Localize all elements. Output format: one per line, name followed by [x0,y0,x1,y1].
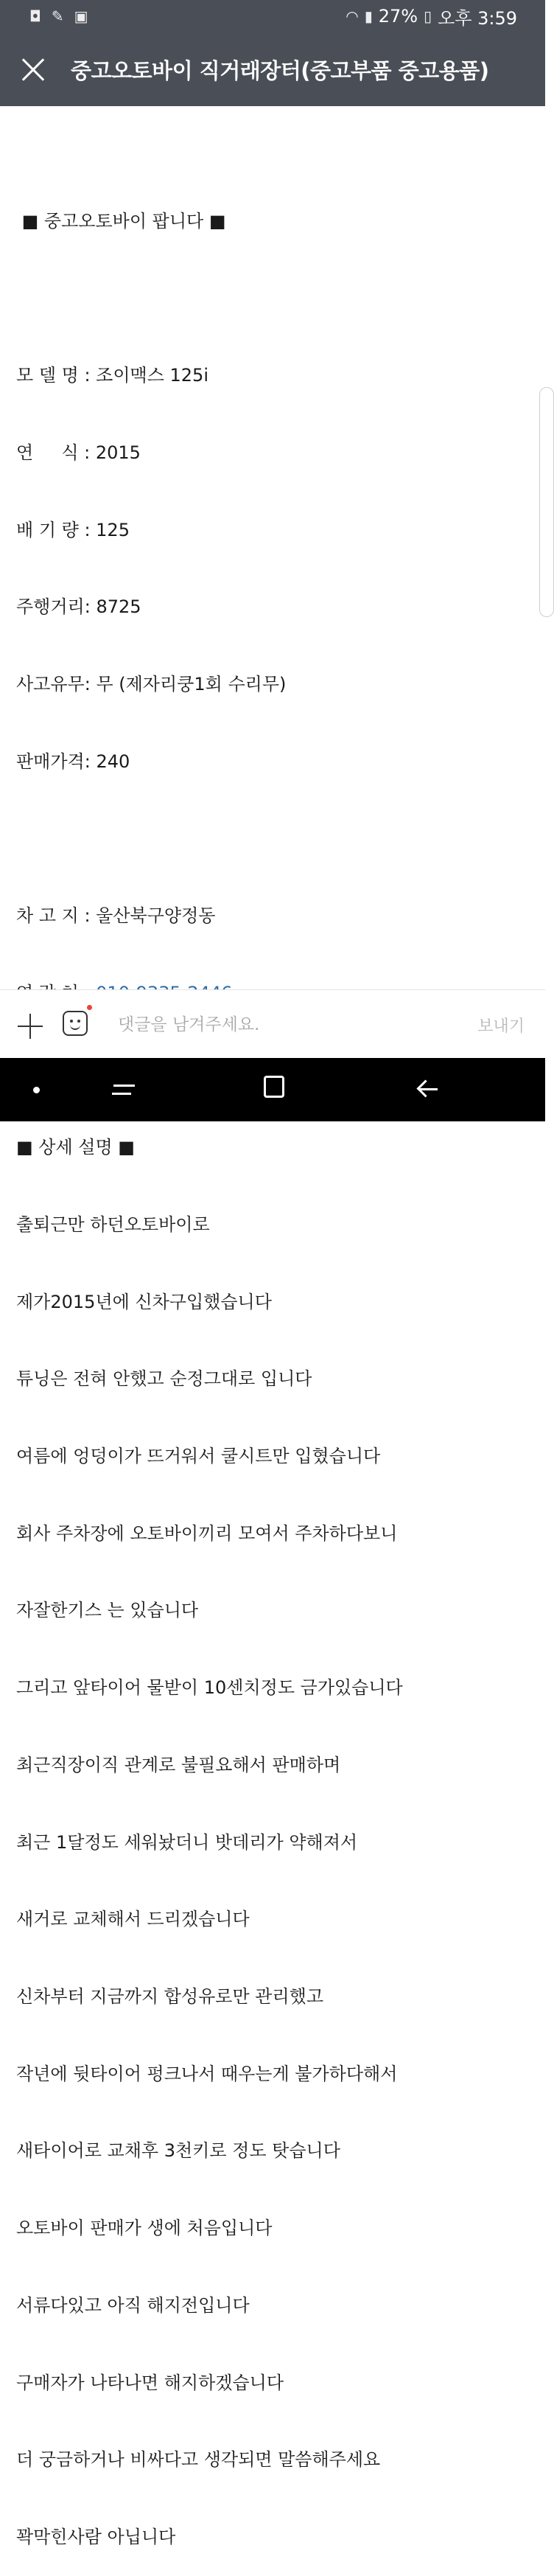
post-line: 더 궁금하거나 비싸다고 생각되면 말씀해주세요 [16,2449,381,2471]
post-line: 제가2015년에 신차구입했습니다 [16,1291,272,1312]
nav-dot-icon[interactable] [33,1087,40,1093]
status-notification-icons [29,7,88,25]
battery-icon: ▯ [424,7,432,25]
pill-icon: ✎ [51,7,64,25]
post-body [16,157,525,2576]
post-line: 오토바이 판매가 생에 처음입니다 [16,2218,273,2239]
emoji-mouth [70,1023,80,1030]
post-line: 차 고 지 : 울산북구양정동 [16,905,216,927]
emoji-icon[interactable] [63,1011,88,1036]
status-system-icons [346,4,517,29]
side-scroll-handle[interactable] [539,387,554,617]
emoji-eye [70,1020,73,1023]
recent-apps-stroke [113,1085,135,1087]
post-line: 새타이어로 교채후 3천키로 정도 탓습니다 [16,2140,340,2162]
status-bar [0,0,545,32]
post-line: 새거로 교체해서 드리겠습니다 [16,1909,250,1930]
post-line: ■ 상세 설명 ■ [16,1137,135,1158]
post-line: 그리고 앞타이어 물받이 10센치정도 금가있습니다 [16,1677,403,1699]
post-line [16,826,525,852]
post-line: 튜닝은 전혀 안했고 순정그대로 입니다 [16,1368,312,1390]
add-attachment-icon[interactable] [18,1014,43,1039]
post-line: ■ 중고오토바이 팝니다 ■ [16,210,226,232]
recent-apps-icon[interactable] [111,1077,136,1102]
post-line: 배 기 량 : 125 [16,519,130,540]
post-line: 연 식 : 2015 [16,442,141,463]
recent-apps-stroke [112,1093,131,1095]
post-line: 모 델 명 : 조이맥스 125i [16,365,208,386]
post-line: 꽉막힌사람 아닙니다 [16,2526,176,2547]
page-title: 중고오토바이 직거래장터(중고부품 중고용품) [71,58,489,83]
post-line: 자잘한기스 는 있습니다 [16,1600,199,1621]
send-button[interactable]: 보내기 [477,1017,525,1036]
app-notification-icon: ◘ [29,7,41,25]
post-line: 판매가격: 240 [16,751,130,772]
home-icon[interactable] [264,1076,284,1098]
post-line: 구매자가 나타나면 해지하겠습니다 [16,2372,284,2393]
close-icon[interactable] [21,57,46,82]
post-line: 최근직장이직 관계로 불필요해서 판매하며 [16,1754,341,1775]
post-line: 출퇴근만 하던오토바이로 [16,1214,210,1235]
wifi-icon: ◠ [346,7,359,25]
app-header [0,32,545,106]
post-line: 여름에 엉덩이가 뜨거워서 쿨시트만 입혔습니다 [16,1446,381,1467]
post-line: 작년에 뒷타이어 펑크나서 때우는게 불가하다해서 [16,2063,398,2084]
system-nav-bar [0,1058,545,1121]
post-line: 주행거리: 8725 [16,596,141,618]
post-line: 최근 1달정도 세워놨더니 밧데리가 약해져서 [16,1831,358,1853]
post-line: 사고유무: 무 (제자리쿵1회 수리무) [16,674,287,695]
screenshot-icon: ▣ [74,7,88,25]
back-icon[interactable] [417,1079,438,1099]
post-line: 회사 주차장에 오토바이끼리 모여서 주차하다보니 [16,1522,398,1544]
comment-bar [0,990,545,1058]
signal-icon: ▮ [364,7,373,25]
post-line: 신차부터 지금까지 합성유로만 관리했고 [16,1985,324,2007]
post-line [16,286,525,312]
comment-input[interactable] [116,1009,443,1040]
clock: 오후 3:59 [438,7,517,29]
new-badge-dot [87,1005,92,1010]
back-arrow-head [416,1079,434,1097]
emoji-eye [77,1020,80,1023]
post-line: 서류다있고 아직 해지전입니다 [16,2294,250,2316]
battery-percent: 27% [378,6,418,27]
